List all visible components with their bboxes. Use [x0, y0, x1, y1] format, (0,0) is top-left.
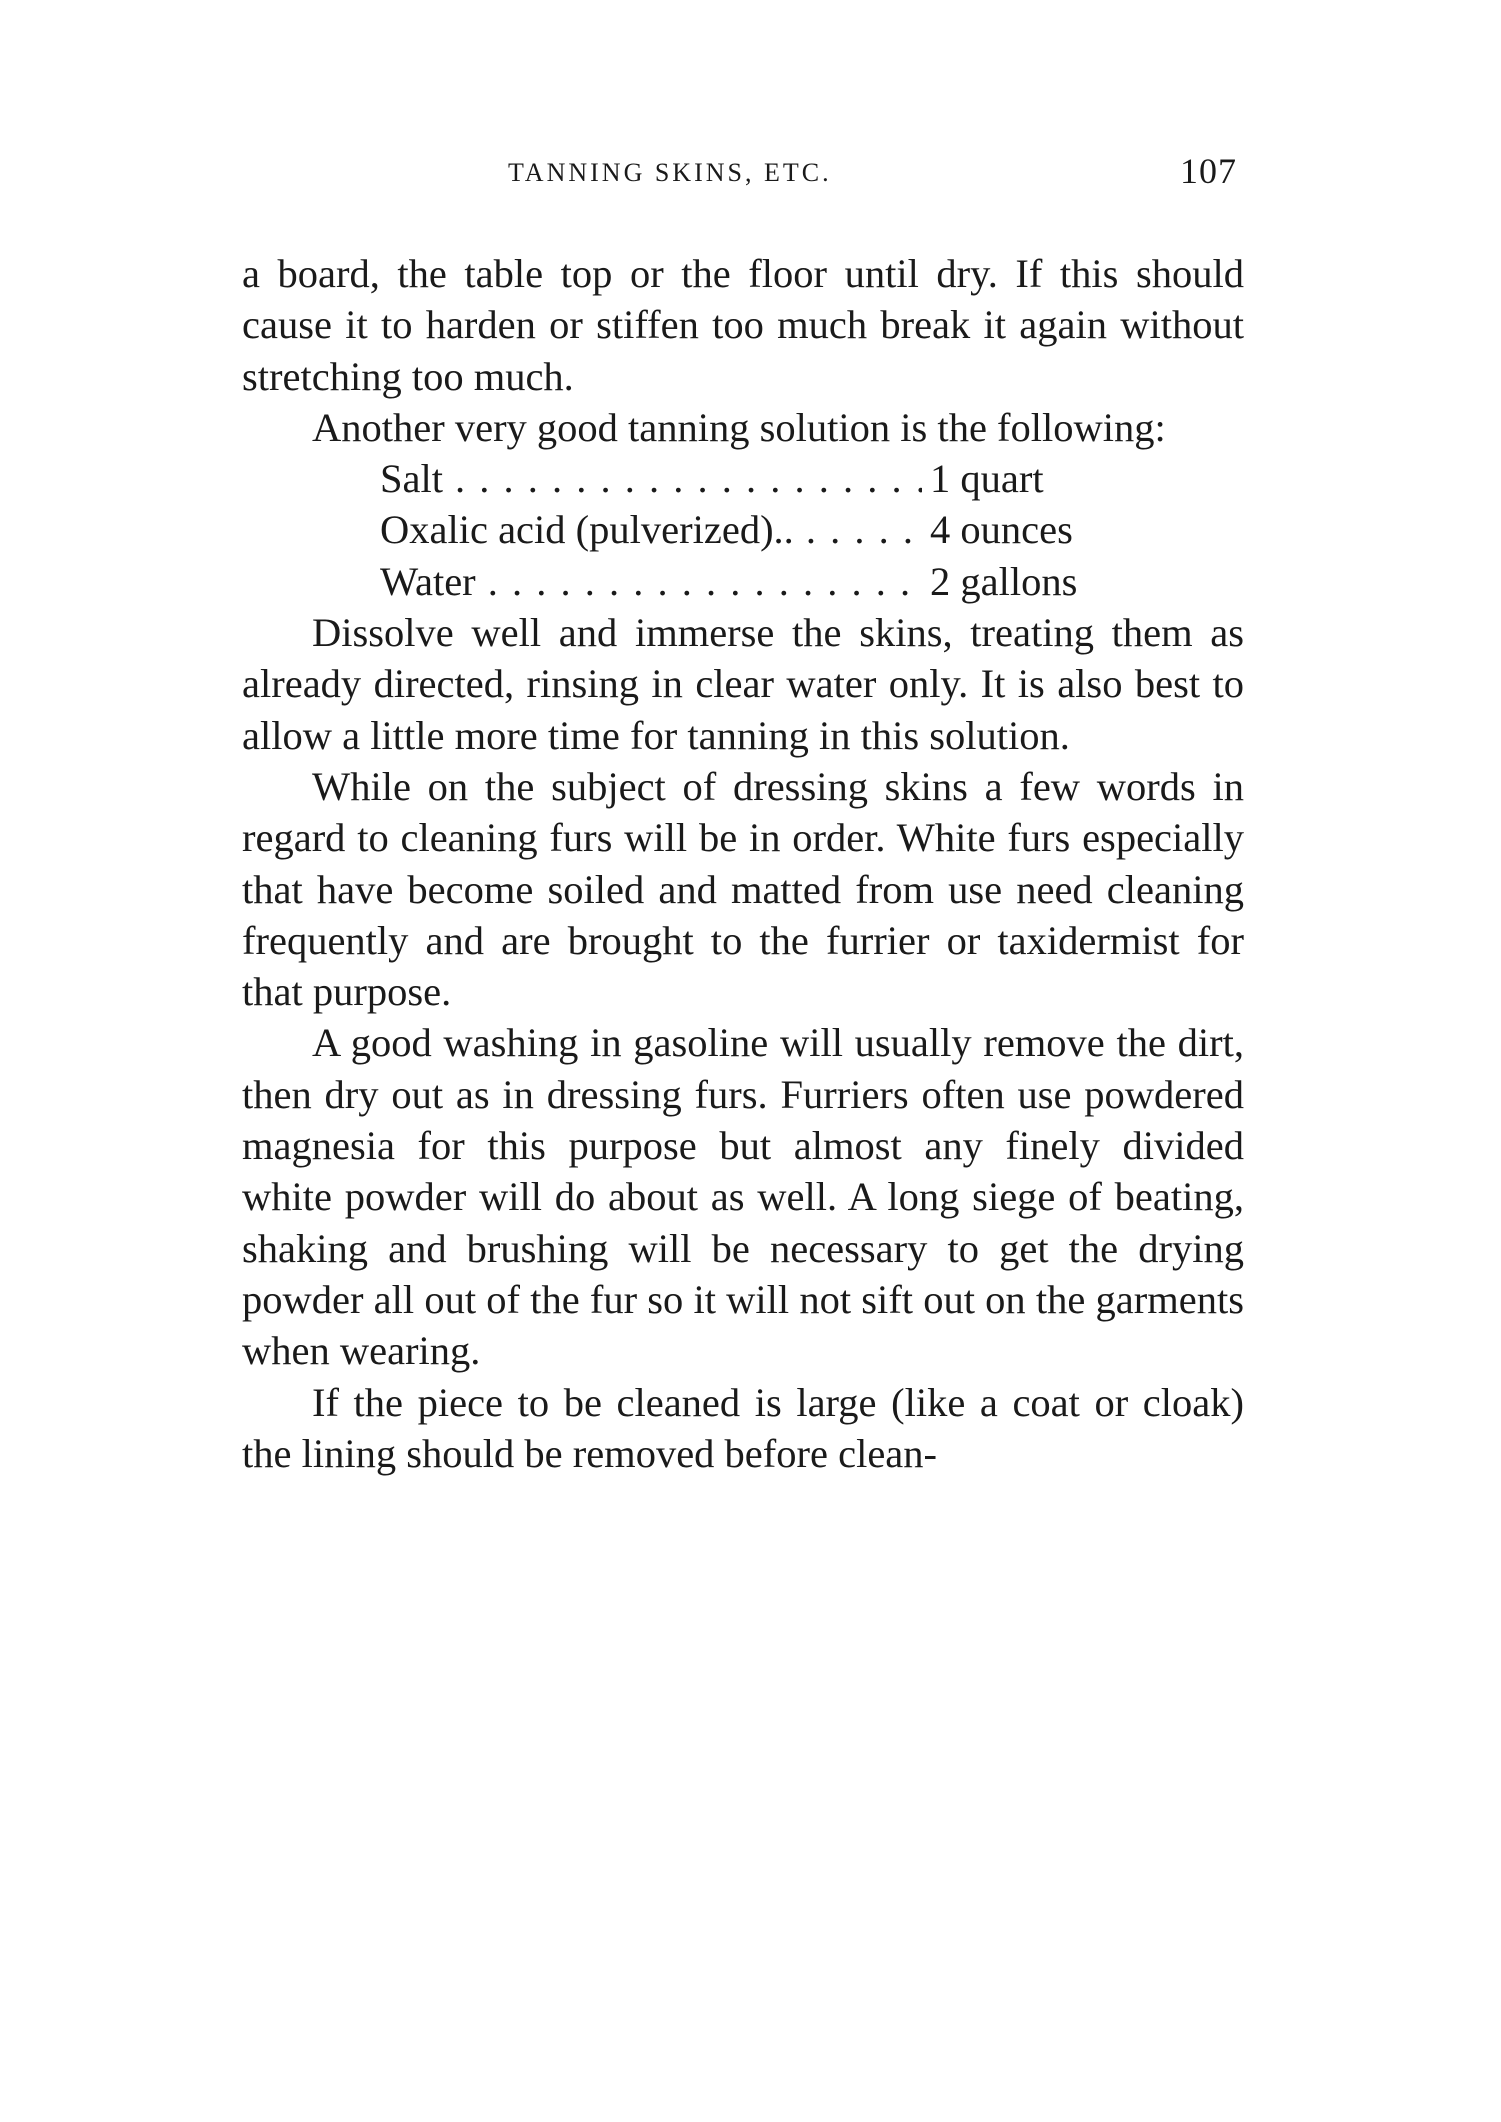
- paragraph: Another very good tanning solution is the following:: [312, 404, 1166, 450]
- paragraph: While on the subject of dressing skins a few words in regard to cleaning furs will be in order. White furs especially that have become soiled and matted from use need cleaning frequently and are brought to the furrier or taxidermist for that purpose.: [242, 763, 1244, 1015]
- page-number: 107: [1180, 151, 1237, 191]
- recipe-list: [242, 453, 1120, 607]
- quantity: 4 ounces: [930, 507, 1073, 553]
- paragraph: If the piece to be cleaned is large (like a coat or cloak) the lining should be removed before clean-: [242, 1379, 1244, 1476]
- dot-leader: [806, 504, 922, 555]
- paragraph: A good washing in gasoline will usually remove the dirt, then dry out as in dressing furs. Furriers often use powdered magnesia for this purpose but almost any finely divided white powder will do about as well. A long siege of beating, shaking and brushing will be necessary to get the drying powder all out of the fur so it will not sift out on the garments when wearing.: [242, 1020, 1244, 1374]
- ingredient: Water: [380, 558, 476, 604]
- ingredient: Oxalic acid (pulverized)..: [380, 507, 794, 553]
- paragraph: Dissolve well and immerse the skins, treating them as already directed, rinsing in clear water only. It is also best to allow a little more time for tanning in this solution.: [242, 610, 1244, 758]
- recipe-item: [380, 453, 1120, 504]
- ingredient: Salt: [380, 456, 444, 502]
- running-head: TANNING SKINS, ETC.: [508, 158, 832, 187]
- recipe-item: [380, 504, 1120, 555]
- quantity: 2 gallons: [930, 558, 1078, 604]
- paragraph: a board, the table top or the floor until dry. If this should cause it to harden or stiffen too much break it again without stretching too much.: [242, 251, 1244, 399]
- recipe-item: [380, 556, 1120, 607]
- dot-leader: [455, 453, 922, 504]
- body-text: [242, 248, 1244, 1479]
- dot-leader: [488, 556, 922, 607]
- quantity: 1 quart: [930, 456, 1044, 502]
